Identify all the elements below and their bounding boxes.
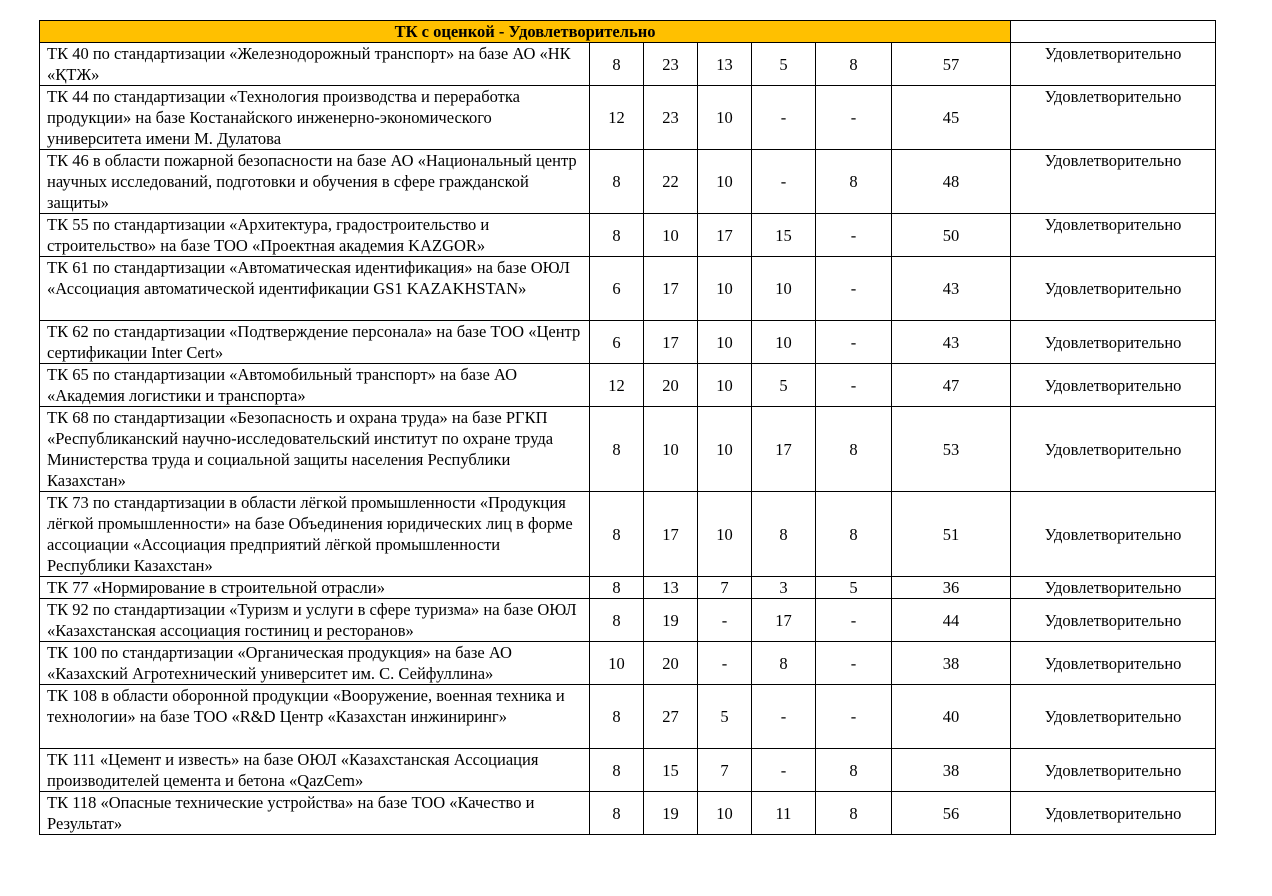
- grade-cell: Удовлетворительно: [1011, 492, 1216, 577]
- total-score-cell: 38: [892, 642, 1011, 685]
- score-cell-5: -: [816, 685, 892, 749]
- grade-cell: Удовлетворительно: [1011, 43, 1216, 86]
- score-cell-3: 10: [698, 792, 752, 835]
- grade-cell: Удовлетворительно: [1011, 364, 1216, 407]
- grade-cell: Удовлетворительно: [1011, 86, 1216, 150]
- score-cell-1: 6: [590, 257, 644, 321]
- table-row: [40, 150, 1216, 214]
- table-row: [40, 86, 1216, 150]
- grade-cell: Удовлетворительно: [1011, 150, 1216, 214]
- table-row: [40, 214, 1216, 257]
- table-row: [40, 577, 1216, 599]
- score-cell-3: 5: [698, 685, 752, 749]
- score-cell-2: 19: [644, 792, 698, 835]
- score-cell-4: 11: [752, 792, 816, 835]
- score-cell-1: 8: [590, 150, 644, 214]
- score-cell-2: 13: [644, 577, 698, 599]
- total-score-cell: 57: [892, 43, 1011, 86]
- score-cell-3: 10: [698, 364, 752, 407]
- score-cell-2: 17: [644, 321, 698, 364]
- committee-name-cell: ТК 77 «Нормирование в строительной отрасли»: [40, 577, 590, 599]
- score-cell-1: 6: [590, 321, 644, 364]
- score-cell-4: -: [752, 86, 816, 150]
- score-cell-5: 8: [816, 749, 892, 792]
- score-cell-4: 3: [752, 577, 816, 599]
- score-cell-1: 8: [590, 43, 644, 86]
- committee-name-cell: ТК 111 «Цемент и известь» на базе ОЮЛ «Казахстанская Ассоциация производителей цемента и бетона «QazCem»: [40, 749, 590, 792]
- committee-name-cell: ТК 44 по стандартизации «Технология производства и переработка продукции» на базе Костанайского инженерно-экономического университета имени М. Дулатова: [40, 86, 590, 150]
- score-cell-1: 8: [590, 749, 644, 792]
- total-score-cell: 38: [892, 749, 1011, 792]
- score-cell-1: 8: [590, 685, 644, 749]
- section-title: ТК с оценкой - Удовлетворительно: [40, 21, 1011, 43]
- score-cell-5: 8: [816, 792, 892, 835]
- committee-name-cell: ТК 118 «Опасные технические устройства» на базе ТОО «Качество и Результат»: [40, 792, 590, 835]
- score-cell-1: 8: [590, 599, 644, 642]
- score-cell-1: 10: [590, 642, 644, 685]
- score-cell-5: 8: [816, 407, 892, 492]
- score-cell-1: 8: [590, 492, 644, 577]
- score-cell-3: 10: [698, 86, 752, 150]
- committee-name-cell: ТК 40 по стандартизации «Железнодорожный транспорт» на базе АО «НК «ҚТЖ»: [40, 43, 590, 86]
- score-cell-5: -: [816, 321, 892, 364]
- score-cell-4: 8: [752, 642, 816, 685]
- score-cell-3: 7: [698, 577, 752, 599]
- score-cell-5: -: [816, 257, 892, 321]
- score-cell-5: -: [816, 214, 892, 257]
- score-cell-5: -: [816, 364, 892, 407]
- score-cell-3: -: [698, 642, 752, 685]
- score-cell-4: 10: [752, 321, 816, 364]
- committee-name-cell: ТК 65 по стандартизации «Автомобильный транспорт» на базе АО «Академия логистики и транспорта»: [40, 364, 590, 407]
- score-cell-5: 5: [816, 577, 892, 599]
- grade-cell: Удовлетворительно: [1011, 257, 1216, 321]
- score-cell-4: 8: [752, 492, 816, 577]
- score-cell-5: 8: [816, 150, 892, 214]
- score-cell-2: 10: [644, 214, 698, 257]
- grade-cell: Удовлетворительно: [1011, 792, 1216, 835]
- total-score-cell: 47: [892, 364, 1011, 407]
- table-row: [40, 43, 1216, 86]
- table-row: [40, 364, 1216, 407]
- table-row: [40, 321, 1216, 364]
- score-cell-3: 7: [698, 749, 752, 792]
- score-cell-1: 12: [590, 364, 644, 407]
- score-cell-3: 10: [698, 407, 752, 492]
- committee-name-cell: ТК 92 по стандартизации «Туризм и услуги в сфере туризма» на базе ОЮЛ «Казахстанская ассоциация гостиниц и ресторанов»: [40, 599, 590, 642]
- score-cell-1: 8: [590, 214, 644, 257]
- grade-cell: Удовлетворительно: [1011, 749, 1216, 792]
- score-cell-5: 8: [816, 492, 892, 577]
- total-score-cell: 45: [892, 86, 1011, 150]
- score-cell-5: -: [816, 642, 892, 685]
- committee-name-cell: ТК 73 по стандартизации в области лёгкой промышленности «Продукция лёгкой промышленности» на базе Объединения юридических лиц в форме ассоциации «Ассоциация предприятий лёгкой промышленности Республики Казахстан»: [40, 492, 590, 577]
- score-cell-2: 19: [644, 599, 698, 642]
- score-cell-3: -: [698, 599, 752, 642]
- total-score-cell: 50: [892, 214, 1011, 257]
- score-cell-2: 10: [644, 407, 698, 492]
- score-cell-2: 23: [644, 43, 698, 86]
- score-cell-2: 27: [644, 685, 698, 749]
- committee-name-cell: ТК 46 в области пожарной безопасности на базе АО «Национальный центр научных исследований, подготовки и обучения в сфере гражданской защиты»: [40, 150, 590, 214]
- committee-name-cell: ТК 61 по стандартизации «Автоматическая идентификация» на базе ОЮЛ «Ассоциация автоматической идентификации GS1 KAZAKHSTAN»: [40, 257, 590, 321]
- score-cell-1: 8: [590, 577, 644, 599]
- score-cell-3: 10: [698, 492, 752, 577]
- score-cell-4: -: [752, 685, 816, 749]
- score-cell-3: 13: [698, 43, 752, 86]
- score-cell-2: 20: [644, 364, 698, 407]
- score-cell-4: 5: [752, 364, 816, 407]
- score-cell-2: 15: [644, 749, 698, 792]
- score-cell-5: 8: [816, 43, 892, 86]
- rating-table: [39, 20, 1216, 835]
- score-cell-2: 23: [644, 86, 698, 150]
- table-row: [40, 492, 1216, 577]
- score-cell-1: 8: [590, 407, 644, 492]
- total-score-cell: 48: [892, 150, 1011, 214]
- committee-name-cell: ТК 68 по стандартизации «Безопасность и охрана труда» на базе РГКП «Республиканский научно-исследовательский институт по охране труда Министерства труда и социальной защиты населения Республики Казахстан»: [40, 407, 590, 492]
- table-row: [40, 599, 1216, 642]
- grade-cell: Удовлетворительно: [1011, 407, 1216, 492]
- committee-name-cell: ТК 108 в области оборонной продукции «Вооружение, военная техника и технологии» на базе ТОО «R&D Центр «Казахстан инжиниринг»: [40, 685, 590, 749]
- total-score-cell: 56: [892, 792, 1011, 835]
- grade-cell: Удовлетворительно: [1011, 214, 1216, 257]
- committee-name-cell: ТК 62 по стандартизации «Подтверждение персонала» на базе ТОО «Центр сертификации Inter Cert»: [40, 321, 590, 364]
- score-cell-2: 17: [644, 257, 698, 321]
- score-cell-4: 17: [752, 407, 816, 492]
- total-score-cell: 36: [892, 577, 1011, 599]
- committee-name-cell: ТК 100 по стандартизации «Органическая продукция» на базе АО «Казахский Агротехнический университет им. С. Сейфуллина»: [40, 642, 590, 685]
- score-cell-2: 17: [644, 492, 698, 577]
- total-score-cell: 53: [892, 407, 1011, 492]
- score-cell-4: 17: [752, 599, 816, 642]
- score-cell-1: 8: [590, 792, 644, 835]
- grade-cell: Удовлетворительно: [1011, 599, 1216, 642]
- total-score-cell: 40: [892, 685, 1011, 749]
- table-row: [40, 749, 1216, 792]
- score-cell-3: 17: [698, 214, 752, 257]
- total-score-cell: 51: [892, 492, 1011, 577]
- score-cell-3: 10: [698, 257, 752, 321]
- total-score-cell: 44: [892, 599, 1011, 642]
- score-cell-2: 20: [644, 642, 698, 685]
- table-row: [40, 685, 1216, 749]
- score-cell-4: -: [752, 150, 816, 214]
- score-cell-2: 22: [644, 150, 698, 214]
- section-header-row: [40, 21, 1216, 43]
- section-header-empty-cell: [1011, 21, 1216, 43]
- total-score-cell: 43: [892, 257, 1011, 321]
- score-cell-4: 5: [752, 43, 816, 86]
- grade-cell: Удовлетворительно: [1011, 642, 1216, 685]
- grade-cell: Удовлетворительно: [1011, 685, 1216, 749]
- committee-name-cell: ТК 55 по стандартизации «Архитектура, градостроительство и строительство» на базе ТОО «Проектная академия KAZGOR»: [40, 214, 590, 257]
- score-cell-3: 10: [698, 321, 752, 364]
- score-cell-5: -: [816, 599, 892, 642]
- grade-cell: Удовлетворительно: [1011, 321, 1216, 364]
- score-cell-3: 10: [698, 150, 752, 214]
- score-cell-4: 15: [752, 214, 816, 257]
- table-row: [40, 792, 1216, 835]
- grade-cell: Удовлетворительно: [1011, 577, 1216, 599]
- score-cell-4: -: [752, 749, 816, 792]
- table-row: [40, 407, 1216, 492]
- table-row: [40, 642, 1216, 685]
- score-cell-1: 12: [590, 86, 644, 150]
- total-score-cell: 43: [892, 321, 1011, 364]
- score-cell-5: -: [816, 86, 892, 150]
- table-row: [40, 257, 1216, 321]
- score-cell-4: 10: [752, 257, 816, 321]
